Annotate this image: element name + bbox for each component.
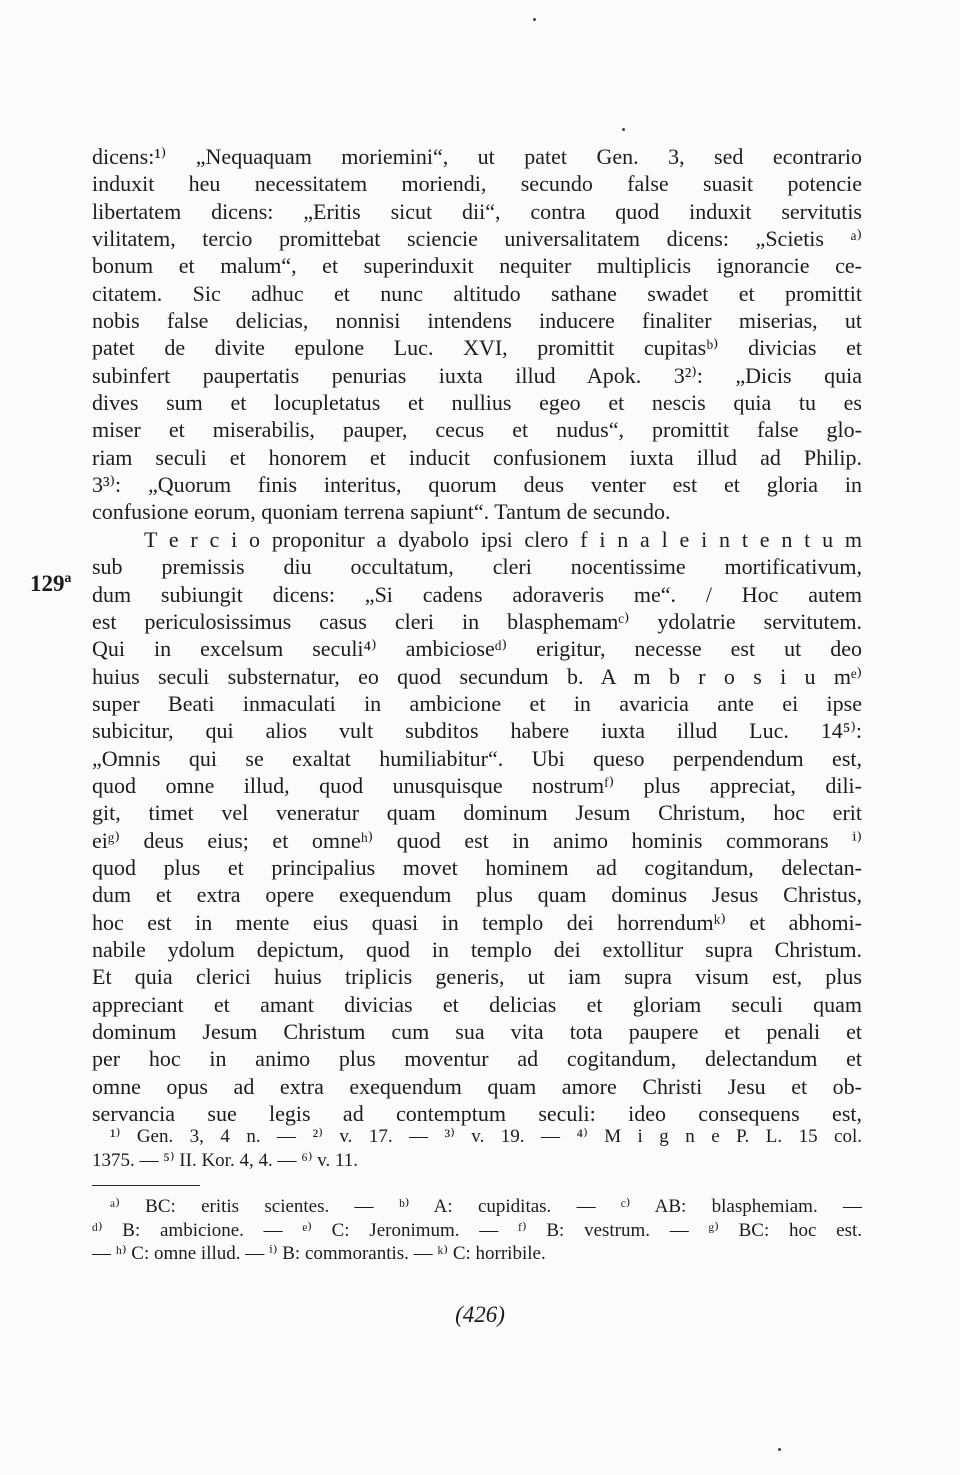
text-line: dicens:¹⁾ „Nequaquam moriemini“, ut patet Gen. 3, sed econtrario <box>92 144 862 169</box>
footnote-line: 1375. — ⁵⁾ II. Kor. 4, 4. — ⁶⁾ v. 11. <box>92 1149 359 1171</box>
text-line: „Omnis qui se exaltat humiliabitur“. Ubi queso perpendendum est, <box>92 745 862 771</box>
text-line: bonum et malum“, et superinduxit nequiter multiplicis ignorancie ce- <box>92 253 862 279</box>
text-line: dum et extra opere exequendum plus quam dominus Jesus Christus, <box>92 882 862 908</box>
text-line: miser et miserabilis, pauper, cecus et nudus“, promittit false glo- <box>92 417 862 443</box>
text-line: servancia sue legis ad contemptum seculi: ideo consequens est, <box>92 1101 862 1127</box>
text-line: Qui in excelsum seculi⁴⁾ ambicioseᵈ⁾ erigitur, necesse est ut deo <box>92 636 862 662</box>
scan-speck <box>778 1448 781 1451</box>
footnote-line: ᵈ⁾ B: ambicione. — ᵉ⁾ C: Jeronimum. — ᶠ⁾ B: vestrum. — ᵍ⁾ BC: hoc est. <box>92 1219 862 1241</box>
text-line: quod omne illud, quod unusquisque nostrumᶠ⁾ plus appreciat, dili- <box>92 772 862 798</box>
text-line: nobis false delicias, nonnisi intendens inducere finaliter miserias, ut <box>92 308 862 334</box>
text-line: dominum Jesum Christum cum sua vita tota paupere et penali et <box>92 1019 862 1044</box>
text-line: super Beati inmaculati in ambicione et in avaricia ante ei ipse <box>92 690 862 716</box>
text-line: induxit heu necessitatem moriendi, secundo false suasit potencie <box>92 171 862 197</box>
text-line: citatem. Sic adhuc et nunc altitudo sathane swadet et promittit <box>92 280 862 306</box>
text-line: confusione eorum, quoniam terrena sapiunt“. Tantum de secundo. <box>92 499 671 525</box>
text-line-paragraph-start: T e r c i o proponitur a dyabolo ipsi clero f i n a l e i n t e n t u m <box>144 526 862 552</box>
text-line: vilitatem, tercio promittebat sciencie universalitatem dicens: „Scietis ᵃ⁾ <box>92 226 862 252</box>
text-line: dum subiungit dicens: „Si cadens adoraveris me“. / Hoc autem <box>92 581 862 607</box>
text-line: huius seculi substernatur, eo quod secundum b. A m b r o s i u mᵉ⁾ <box>92 663 862 689</box>
text-line: appreciant et amant divicias et delicias et gloriam seculi quam <box>92 991 862 1017</box>
text-line: quod plus et principalius movet hominem ad cogitandum, delectan- <box>92 854 862 880</box>
text-line: libertatem dicens: „Eritis sicut dii“, contra quod induxit servitutis <box>92 198 862 224</box>
text-line: patet de divite epulone Luc. XVI, promittit cupitasᵇ⁾ divicias et <box>92 335 862 361</box>
text-line: Et quia clerici huius triplicis generis, ut iam supra visum est, plus <box>92 964 862 990</box>
text-line: nabile ydolum depictum, quod in templo dei extollitur supra Christum. <box>92 936 862 962</box>
text-line: eiᵍ⁾ deus eius; et omneʰ⁾ quod est in animo hominis commorans ⁱ⁾ <box>92 827 862 853</box>
text-line: omne opus ad extra exequendum quam amore Christi Jesu et ob- <box>92 1073 862 1099</box>
text-line: git, timet vel veneratur quam dominum Jesum Christum, hoc erit <box>92 800 862 826</box>
text-line: 3³⁾: „Quorum finis interitus, quorum deus venter est et gloria in <box>92 472 862 498</box>
scan-speck <box>622 128 625 131</box>
page-number: (426) <box>455 1302 505 1327</box>
text-line: est periculosissimus casus cleri in blasphemamᶜ⁾ ydolatrie servitutem. <box>92 608 862 634</box>
text-line: subinfert paupertatis penurias iuxta illud Apok. 3²⁾: „Dicis quia <box>92 362 862 388</box>
scan-speck <box>533 18 536 21</box>
text-line: hoc est in mente eius quasi in templo dei horrendumᵏ⁾ et abhomi- <box>92 909 862 935</box>
text-line: subicitur, qui alios vult subditos habere iuxta illud Luc. 14⁵⁾: <box>92 718 862 744</box>
footnote-line: — ʰ⁾ C: omne illud. — ⁱ⁾ B: commorantis. — ᵏ⁾ C: horribile. <box>92 1243 546 1264</box>
text-line: per hoc in animo plus moventur ad cogitandum, delectandum et <box>92 1046 862 1072</box>
footnote-line: ¹⁾ Gen. 3, 4 n. — ²⁾ v. 17. — ³⁾ v. 19. — ⁴⁾ M i g n e P. L. 15 col. <box>110 1126 862 1147</box>
footnote-divider <box>92 1185 200 1186</box>
text-line: dives sum et locupletatus et nullius egeo et nescis quia tu es <box>92 390 862 416</box>
text-line: riam seculi et honorem et inducit confusionem iuxta illud ad Philip. <box>92 444 862 470</box>
margin-folio-note: 129ª <box>30 571 72 596</box>
text-line: sub premissis diu occultatum, cleri nocentissime mortificativum, <box>92 554 862 580</box>
source-footnotes <box>92 1125 862 1172</box>
variant-footnotes <box>92 1195 862 1266</box>
footnote-line: ᵃ⁾ BC: eritis scientes. — ᵇ⁾ A: cupiditas. — ᶜ⁾ AB: blasphemiam. — <box>110 1196 862 1217</box>
main-text-block <box>92 143 862 1127</box>
